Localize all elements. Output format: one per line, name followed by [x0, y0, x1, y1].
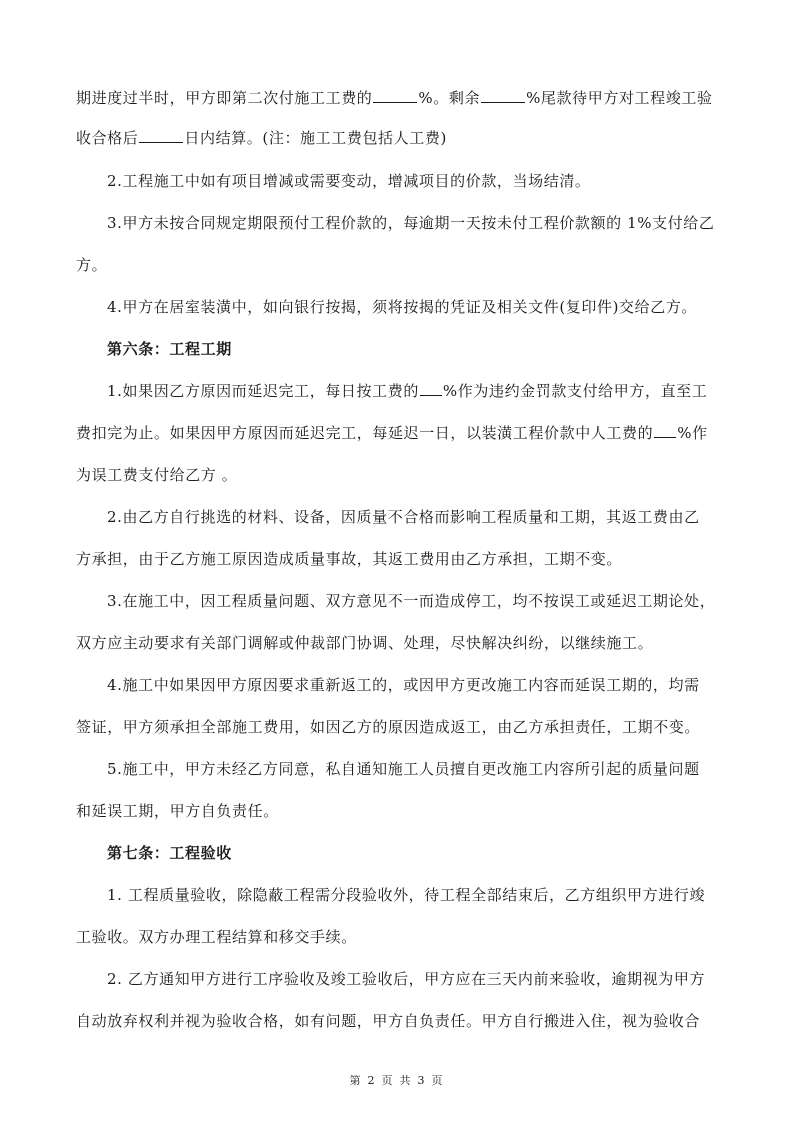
text-segment: %。剩余 [418, 89, 481, 107]
clause-6-1 [107, 381, 707, 401]
clause-item-3: 3.甲方未按合同规定期限预付工程价款的，每逾期一天按未付工程价款额的 1%支付给乙 [107, 214, 715, 232]
fill-blank [420, 381, 442, 396]
clause-6-4-cont: 签证，甲方须承担全部施工费用，如因乙方的原因造成返工，由乙方承担责任，工期不变。 [76, 718, 701, 736]
fill-blank [373, 88, 417, 103]
fill-blank [139, 128, 183, 143]
clause-item-2: 2.工程施工中如有项目增减或需要变动，增减项目的价款，当场结清。 [107, 172, 591, 190]
footer-text: 第 [349, 1074, 362, 1087]
total-page-count: 3 [417, 1074, 426, 1087]
section-heading-6: 第六条：工程工期 [107, 340, 232, 358]
fill-blank [654, 423, 676, 438]
clause-6-2-cont: 方承担，由于乙方施工原因造成质量事故，其返工费用由乙方承担，工期不变。 [76, 550, 623, 568]
page-footer [0, 1073, 793, 1089]
paragraph-line [76, 88, 713, 108]
clause-6-5-cont: 和延误工期，甲方自负责任。 [76, 802, 279, 820]
current-page-number: 2 [367, 1074, 376, 1087]
clause-6-1-cont [76, 423, 708, 443]
footer-text: 共 [399, 1074, 412, 1087]
text-segment: %作为违约金罚款支付给甲方，直至工 [442, 382, 708, 400]
clause-7-2: 2. 乙方通知甲方进行工序验收及竣工验收后，甲方应在三天内前来验收，逾期视为甲方 [107, 970, 706, 988]
clause-item-4: 4.甲方在居室装潢中，如向银行按揭，须将按揭的凭证及相关文件(复印件)交给乙方。 [107, 298, 698, 316]
text-segment: %作 [677, 424, 708, 442]
clause-6-3-cont: 双方应主动要求有关部门调解或仲裁部门协调、处理，尽快解决纠纷，以继续施工。 [76, 634, 654, 652]
clause-7-1: 1. 工程质量验收，除隐蔽工程需分段验收外，待工程全部结束后，乙方组织甲方进行竣 [107, 886, 706, 904]
text-segment: 1.如果因乙方原因而延迟完工，每日按工费的 [107, 382, 419, 400]
clause-6-1-cont: 为误工费支付给乙方 。 [76, 466, 238, 484]
footer-text: 页 [431, 1074, 444, 1087]
text-segment: %尾款待甲方对工程竣工验 [526, 89, 713, 107]
section-heading-7: 第七条：工程验收 [107, 844, 232, 862]
text-segment: 日内结算。(注：施工工费包括人工费) [184, 129, 447, 147]
text-segment: 收合格后 [76, 129, 139, 147]
clause-item-3-cont: 方。 [76, 256, 108, 274]
fill-blank [481, 88, 525, 103]
clause-6-3: 3.在施工中，因工程质量问题、双方意见不一而造成停工，均不按误工或延迟工期论处， [107, 592, 716, 610]
paragraph-line [76, 128, 447, 148]
clause-6-4: 4.施工中如果因甲方原因要求重新返工的，或因甲方更改施工内容而延误工期的，均需 [107, 676, 700, 694]
text-segment: 期进度过半时，甲方即第二次付施工工费的 [76, 89, 373, 107]
clause-6-2: 2.由乙方自行挑选的材料、设备，因质量不合格而影响工程质量和工期，其返工费由乙 [107, 508, 700, 526]
clause-7-1-cont: 工验收。双方办理工程结算和移交手续。 [76, 928, 357, 946]
clause-7-2-cont: 自动放弃权利并视为验收合格，如有问题，甲方自负责任。甲方自行搬进入住，视为验收合 [76, 1012, 701, 1030]
clause-6-5: 5.施工中，甲方未经乙方同意，私自通知施工人员擅自更改施工内容所引起的质量问题 [107, 760, 700, 778]
text-segment: 费扣完为止。如果因甲方原因而延迟完工，每延迟一日，以装潢工程价款中人工费的 [76, 424, 654, 442]
footer-text: 页 [381, 1074, 394, 1087]
